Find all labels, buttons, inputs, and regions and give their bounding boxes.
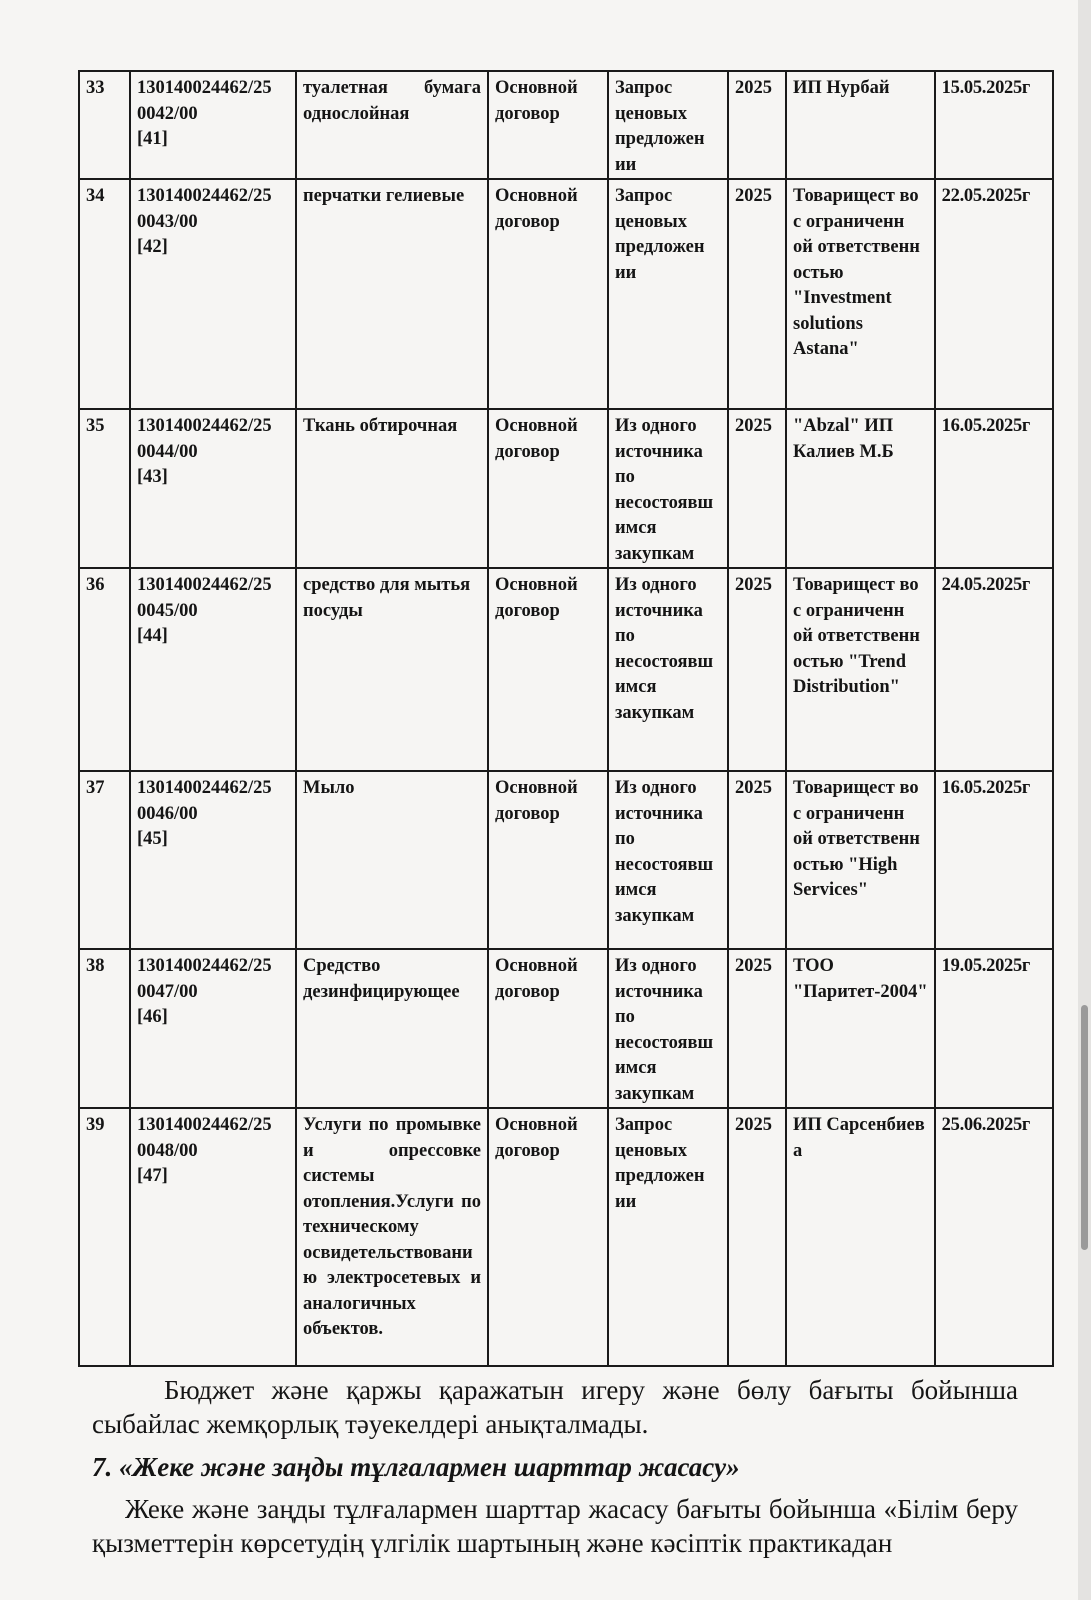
procurement-table	[78, 70, 1054, 1367]
cell-item-name: Услуги по промывке и опрессовке системы отопления.Услуги по техническому освидетельствовани ю электросетевых и аналогичных объектов.	[296, 1108, 488, 1366]
cell-supplier: Товарищест во с ограниченн ой ответственн остью "Trend Distribution"	[786, 568, 935, 771]
cell-contract-code: 130140024462/25 0047/00 [46]	[130, 949, 296, 1108]
cell-year: 2025	[728, 568, 786, 771]
cell-year: 2025	[728, 409, 786, 568]
cell-contract-type: Основной договор	[488, 71, 608, 179]
cell-contract-type: Основной договор	[488, 409, 608, 568]
cell-date: 16.05.2025г	[935, 771, 1053, 949]
cell-year: 2025	[728, 949, 786, 1108]
cell-contract-code: 130140024462/25 0044/00 [43]	[130, 409, 296, 568]
vertical-scrollbar[interactable]	[1078, 0, 1091, 1600]
cell-contract-type: Основной договор	[488, 949, 608, 1108]
cell-contract-code: 130140024462/25 0046/00 [45]	[130, 771, 296, 949]
cell-item-name: Мыло	[296, 771, 488, 949]
cell-supplier: "Abzal" ИП Калиев М.Б	[786, 409, 935, 568]
table-row	[79, 409, 1053, 568]
cell-number: 33	[79, 71, 130, 179]
cell-contract-code: 130140024462/25 0048/00 [47]	[130, 1108, 296, 1366]
cell-item-name: Ткань обтирочная	[296, 409, 488, 568]
cell-contract-type: Основной договор	[488, 771, 608, 949]
cell-date: 16.05.2025г	[935, 409, 1053, 568]
body-paragraph: Бюджет және қаржы қаражатын игеру және бөлу бағыты бойынша сыбайлас жемқорлық тәуекелдері анықталмады.	[92, 1375, 1018, 1439]
cell-number: 38	[79, 949, 130, 1108]
cell-date: 15.05.2025г	[935, 71, 1053, 179]
cell-procurement-method: Запрос ценовых предложен ии	[608, 1108, 728, 1366]
cell-contract-type: Основной договор	[488, 568, 608, 771]
cell-date: 22.05.2025г	[935, 179, 1053, 409]
cell-year: 2025	[728, 179, 786, 409]
table-row	[79, 568, 1053, 771]
cell-year: 2025	[728, 771, 786, 949]
cell-contract-code: 130140024462/25 0042/00 [41]	[130, 71, 296, 179]
table-row	[79, 179, 1053, 409]
cell-procurement-method: Из одного источника по несостоявш имся закупкам	[608, 949, 728, 1108]
cell-supplier: ИП Нурбай	[786, 71, 935, 179]
cell-contract-code: 130140024462/25 0043/00 [42]	[130, 179, 296, 409]
cell-supplier: Товарищест во с ограниченн ой ответственн остью "High Services"	[786, 771, 935, 949]
cell-procurement-method: Из одного источника по несостоявш имся закупкам	[608, 568, 728, 771]
table-row	[79, 949, 1053, 1108]
cell-procurement-method: Запрос ценовых предложен ии	[608, 179, 728, 409]
cell-supplier: ТОО "Паритет-2004"	[786, 949, 935, 1108]
table-row	[79, 1108, 1053, 1366]
cell-number: 36	[79, 568, 130, 771]
cell-year: 2025	[728, 1108, 786, 1366]
cell-item-name: Средство дезинфицирующее	[296, 949, 488, 1108]
cell-item-name: средство для мытья посуды	[296, 568, 488, 771]
cell-contract-type: Основной договор	[488, 179, 608, 409]
cell-year: 2025	[728, 71, 786, 179]
table-row	[79, 71, 1053, 179]
cell-date: 19.05.2025г	[935, 949, 1053, 1108]
cell-supplier: Товарищест во с ограниченн ой ответственн остью "Investment solutions Astana"	[786, 179, 935, 409]
cell-contract-code: 130140024462/25 0045/00 [44]	[130, 568, 296, 771]
cell-procurement-method: Из одного источника по несостоявш имся закупкам	[608, 409, 728, 568]
section-heading: 7. «Жеке және заңды тұлғалармен шарттар жасасу»	[92, 1452, 740, 1482]
cell-number: 34	[79, 179, 130, 409]
cell-procurement-method: Запрос ценовых предложен ии	[608, 71, 728, 179]
body-paragraph: Жеке және заңды тұлғалармен шарттар жасасу бағыты бойынша «Білім беру қызметтерін көрсетудің үлгілік шартының және кәсіптік практикадан	[92, 1494, 1018, 1558]
scrollbar-thumb[interactable]	[1081, 1005, 1088, 1250]
cell-item-name: туалетная бумага однослойная	[296, 71, 488, 179]
cell-date: 24.05.2025г	[935, 568, 1053, 771]
cell-date: 25.06.2025г	[935, 1108, 1053, 1366]
table-row	[79, 771, 1053, 949]
cell-procurement-method: Из одного источника по несостоявш имся закупкам	[608, 771, 728, 949]
cell-number: 37	[79, 771, 130, 949]
cell-number: 35	[79, 409, 130, 568]
cell-item-name: перчатки гелиевые	[296, 179, 488, 409]
cell-supplier: ИП Сарсенбиев а	[786, 1108, 935, 1366]
cell-contract-type: Основной договор	[488, 1108, 608, 1366]
cell-number: 39	[79, 1108, 130, 1366]
